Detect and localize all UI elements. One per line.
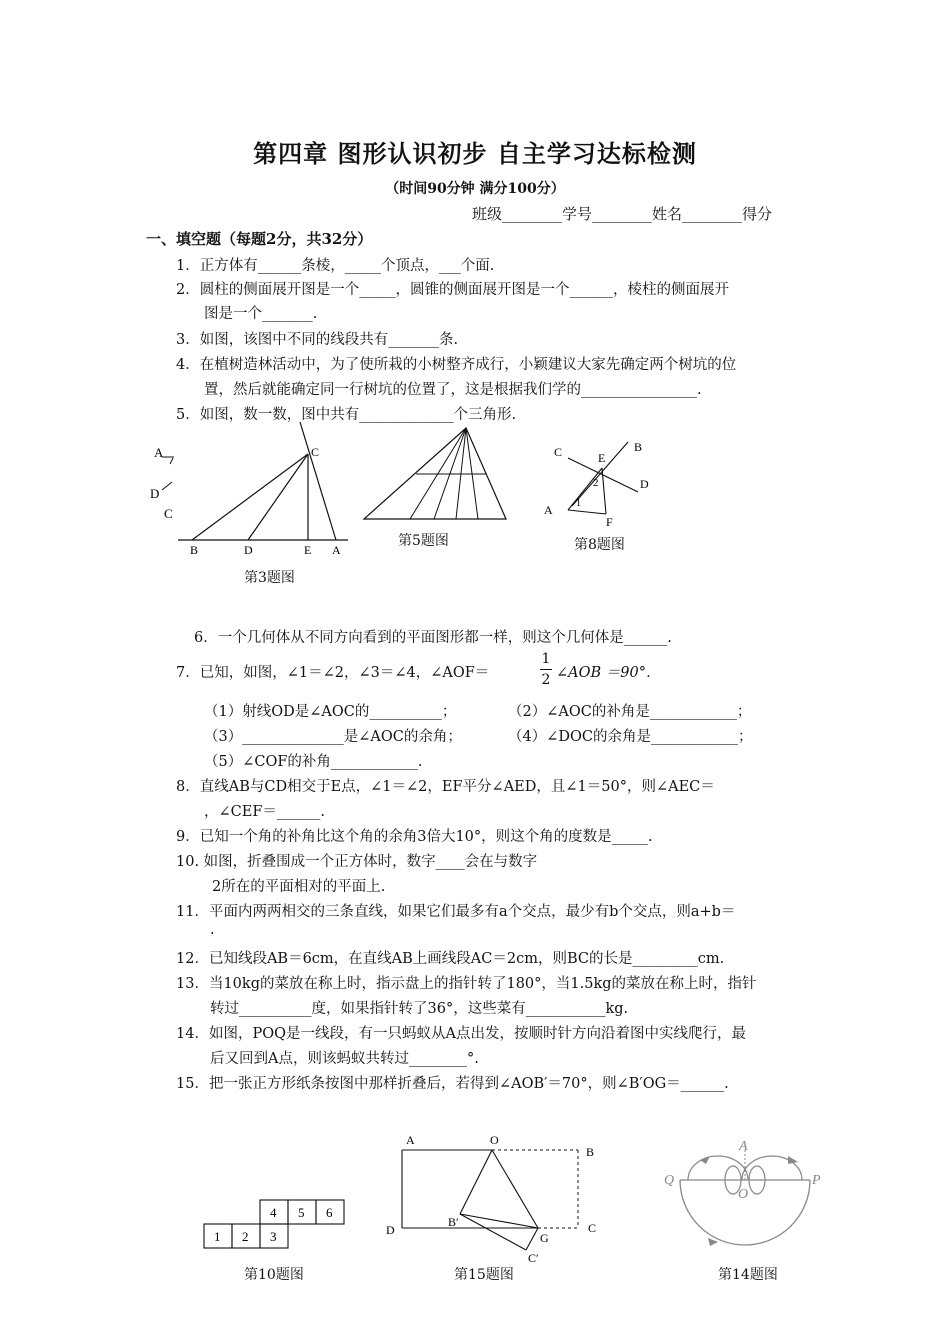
- question-13-line2: 转过__________度，如果指针转了36°，这些菜有___________kg.: [210, 1001, 629, 1017]
- question-14-line2: 后又回到A点，则该蚂蚁共转过________°.: [210, 1051, 479, 1067]
- question-9: 9．已知一个角的补角比这个角的余角3倍大10°，则这个角的度数是_____.: [176, 829, 653, 845]
- figure-8: [540, 436, 665, 528]
- figure-10: [200, 1196, 350, 1254]
- question-10-line2: 2所在的平面相对的平面上.: [212, 879, 386, 895]
- fig15-label: B′: [448, 1215, 459, 1229]
- question-13-line1: 13．当10kg的菜放在称上时，指示盘上的指针转了180°，当1.5kg的菜放在称上时，指针: [176, 976, 757, 992]
- question-15: 15．把一张正方形纸条按图中那样折叠后，若得到∠AOB′＝70°，则∠B′OG＝______.: [176, 1076, 729, 1092]
- question-7-part1: （1）射线OD是∠AOC的__________；: [204, 704, 457, 720]
- fig8-label: B: [634, 440, 643, 454]
- q7-fraction-bar: [540, 669, 552, 670]
- question-5: 5．如图，数一数，图中共有_____________个三角形.: [176, 407, 517, 423]
- question-8-line2: ，∠CEF＝______.: [204, 804, 325, 820]
- question-11-line2: .: [210, 922, 215, 938]
- fig8-label: D: [640, 477, 649, 491]
- question-12: 12．已知线段AB＝6cm，在直线AB上画线段AC＝2cm，则BC的长是_________cm.: [176, 951, 725, 967]
- fig8-label: C: [554, 445, 563, 459]
- q7-fraction-numerator: 1: [541, 651, 551, 667]
- fig8-label: E: [598, 451, 606, 465]
- net-cell: 4: [270, 1205, 277, 1220]
- fig3-label: B: [190, 543, 199, 557]
- question-4-line1: 4．在植树造林活动中，为了使所栽的小树整齐成行，小颖建议大家先确定两个树坑的位: [176, 357, 737, 373]
- question-1: 1．正方体有______条棱，_____个顶点，___个面.: [176, 258, 495, 274]
- fig14-label: A: [739, 1139, 748, 1154]
- net-cell: 2: [242, 1229, 249, 1244]
- fig3-label: D: [150, 486, 160, 501]
- question-2-line1: 2．圆柱的侧面展开图是一个_____，圆锥的侧面展开图是一个______，棱柱的侧面展开: [176, 282, 729, 298]
- q7-fraction-denominator: 2: [541, 672, 551, 688]
- net-cell: 1: [214, 1229, 221, 1244]
- question-10-line1: 10. 如图，折叠围成一个正方体时，数字____会在与数字: [176, 854, 538, 870]
- caption-figure-5: 第5题图: [398, 533, 449, 549]
- question-4-line2: 置，然后就能确定同一行树坑的位置了，这是根据我们学的________________.: [204, 382, 702, 398]
- subtitle: （时间90分钟 满分100分）: [385, 181, 565, 197]
- fig3-label: C: [164, 506, 173, 521]
- fig3-label: D: [244, 543, 253, 557]
- fig3-label: A: [154, 445, 164, 460]
- fig15-label: G: [540, 1231, 549, 1245]
- question-2-line2: 图是一个_______.: [204, 306, 318, 322]
- fig14-label: P: [812, 1173, 821, 1188]
- fig15-label: C: [588, 1221, 597, 1235]
- question-14-line1: 14．如图，POQ是一线段，有一只蚂蚁从A点出发，按顺时针方向沿着图中实线爬行，最: [176, 1026, 746, 1042]
- fig14-label: Q: [664, 1173, 675, 1188]
- fig3-label: A: [332, 543, 341, 557]
- figure-15: [380, 1128, 610, 1268]
- fig15-label: A: [406, 1133, 415, 1147]
- question-8-line1: 8．直线AB与CD相交于E点，∠1＝∠2，EF平分∠AED，且∠1＝50°，则∠AEC＝: [176, 779, 715, 795]
- fig15-label: O: [490, 1133, 499, 1147]
- question-7-part5: （5）∠COF的补角____________.: [204, 754, 423, 770]
- question-7-stem: 7．已知，如图，∠1＝∠2，∠3＝∠4，∠AOF＝: [176, 665, 490, 681]
- figure-5: [360, 424, 512, 524]
- question-7-part3: （3）______________是∠AOC的余角；: [204, 729, 462, 745]
- figure-14: [660, 1130, 830, 1260]
- fig8-label: 2: [593, 477, 599, 489]
- section-heading-fill-in: 一、填空题（每题2分，共32分）: [146, 230, 373, 248]
- caption-figure-15: 第15题图: [454, 1267, 514, 1283]
- caption-figure-3: 第3题图: [244, 570, 295, 586]
- caption-figure-10: 第10题图: [244, 1267, 304, 1283]
- caption-figure-14: 第14题图: [718, 1267, 778, 1283]
- question-11-line1: 11．平面内两两相交的三条直线，如果它们最多有a个交点，最少有b个交点，则a+b＝: [176, 904, 736, 920]
- question-7-suffix: ∠AOB ＝90°．: [556, 665, 661, 681]
- fig15-label: B: [586, 1145, 595, 1159]
- fig8-label: A: [544, 503, 553, 517]
- fig15-label: C′: [528, 1251, 539, 1265]
- figure-3: [148, 420, 358, 565]
- net-cell: 5: [298, 1205, 305, 1220]
- fig15-label: D: [386, 1223, 395, 1237]
- question-7-part2: （2）∠AOC的补角是____________；: [508, 704, 752, 720]
- fig8-label: 1: [576, 498, 581, 509]
- caption-figure-8: 第8题图: [574, 537, 625, 553]
- student-info-line: 班级________学号________姓名________得分: [472, 205, 773, 223]
- page-title: 第四章 图形认识初步 自主学习达标检测: [253, 140, 697, 168]
- question-3: 3．如图，该图中不同的线段共有_______条.: [176, 332, 459, 348]
- question-7-part4: （4）∠DOC的余角是____________；: [508, 729, 753, 745]
- net-cell: 3: [270, 1229, 277, 1244]
- fig8-label: F: [606, 515, 613, 528]
- fig14-label: O: [738, 1187, 749, 1202]
- fig3-label: E: [304, 543, 312, 557]
- fig3-label: C: [311, 445, 320, 459]
- net-cell: 6: [326, 1205, 333, 1220]
- question-6: 6．一个几何体从不同方向看到的平面图形都一样，则这个几何体是______.: [194, 630, 672, 646]
